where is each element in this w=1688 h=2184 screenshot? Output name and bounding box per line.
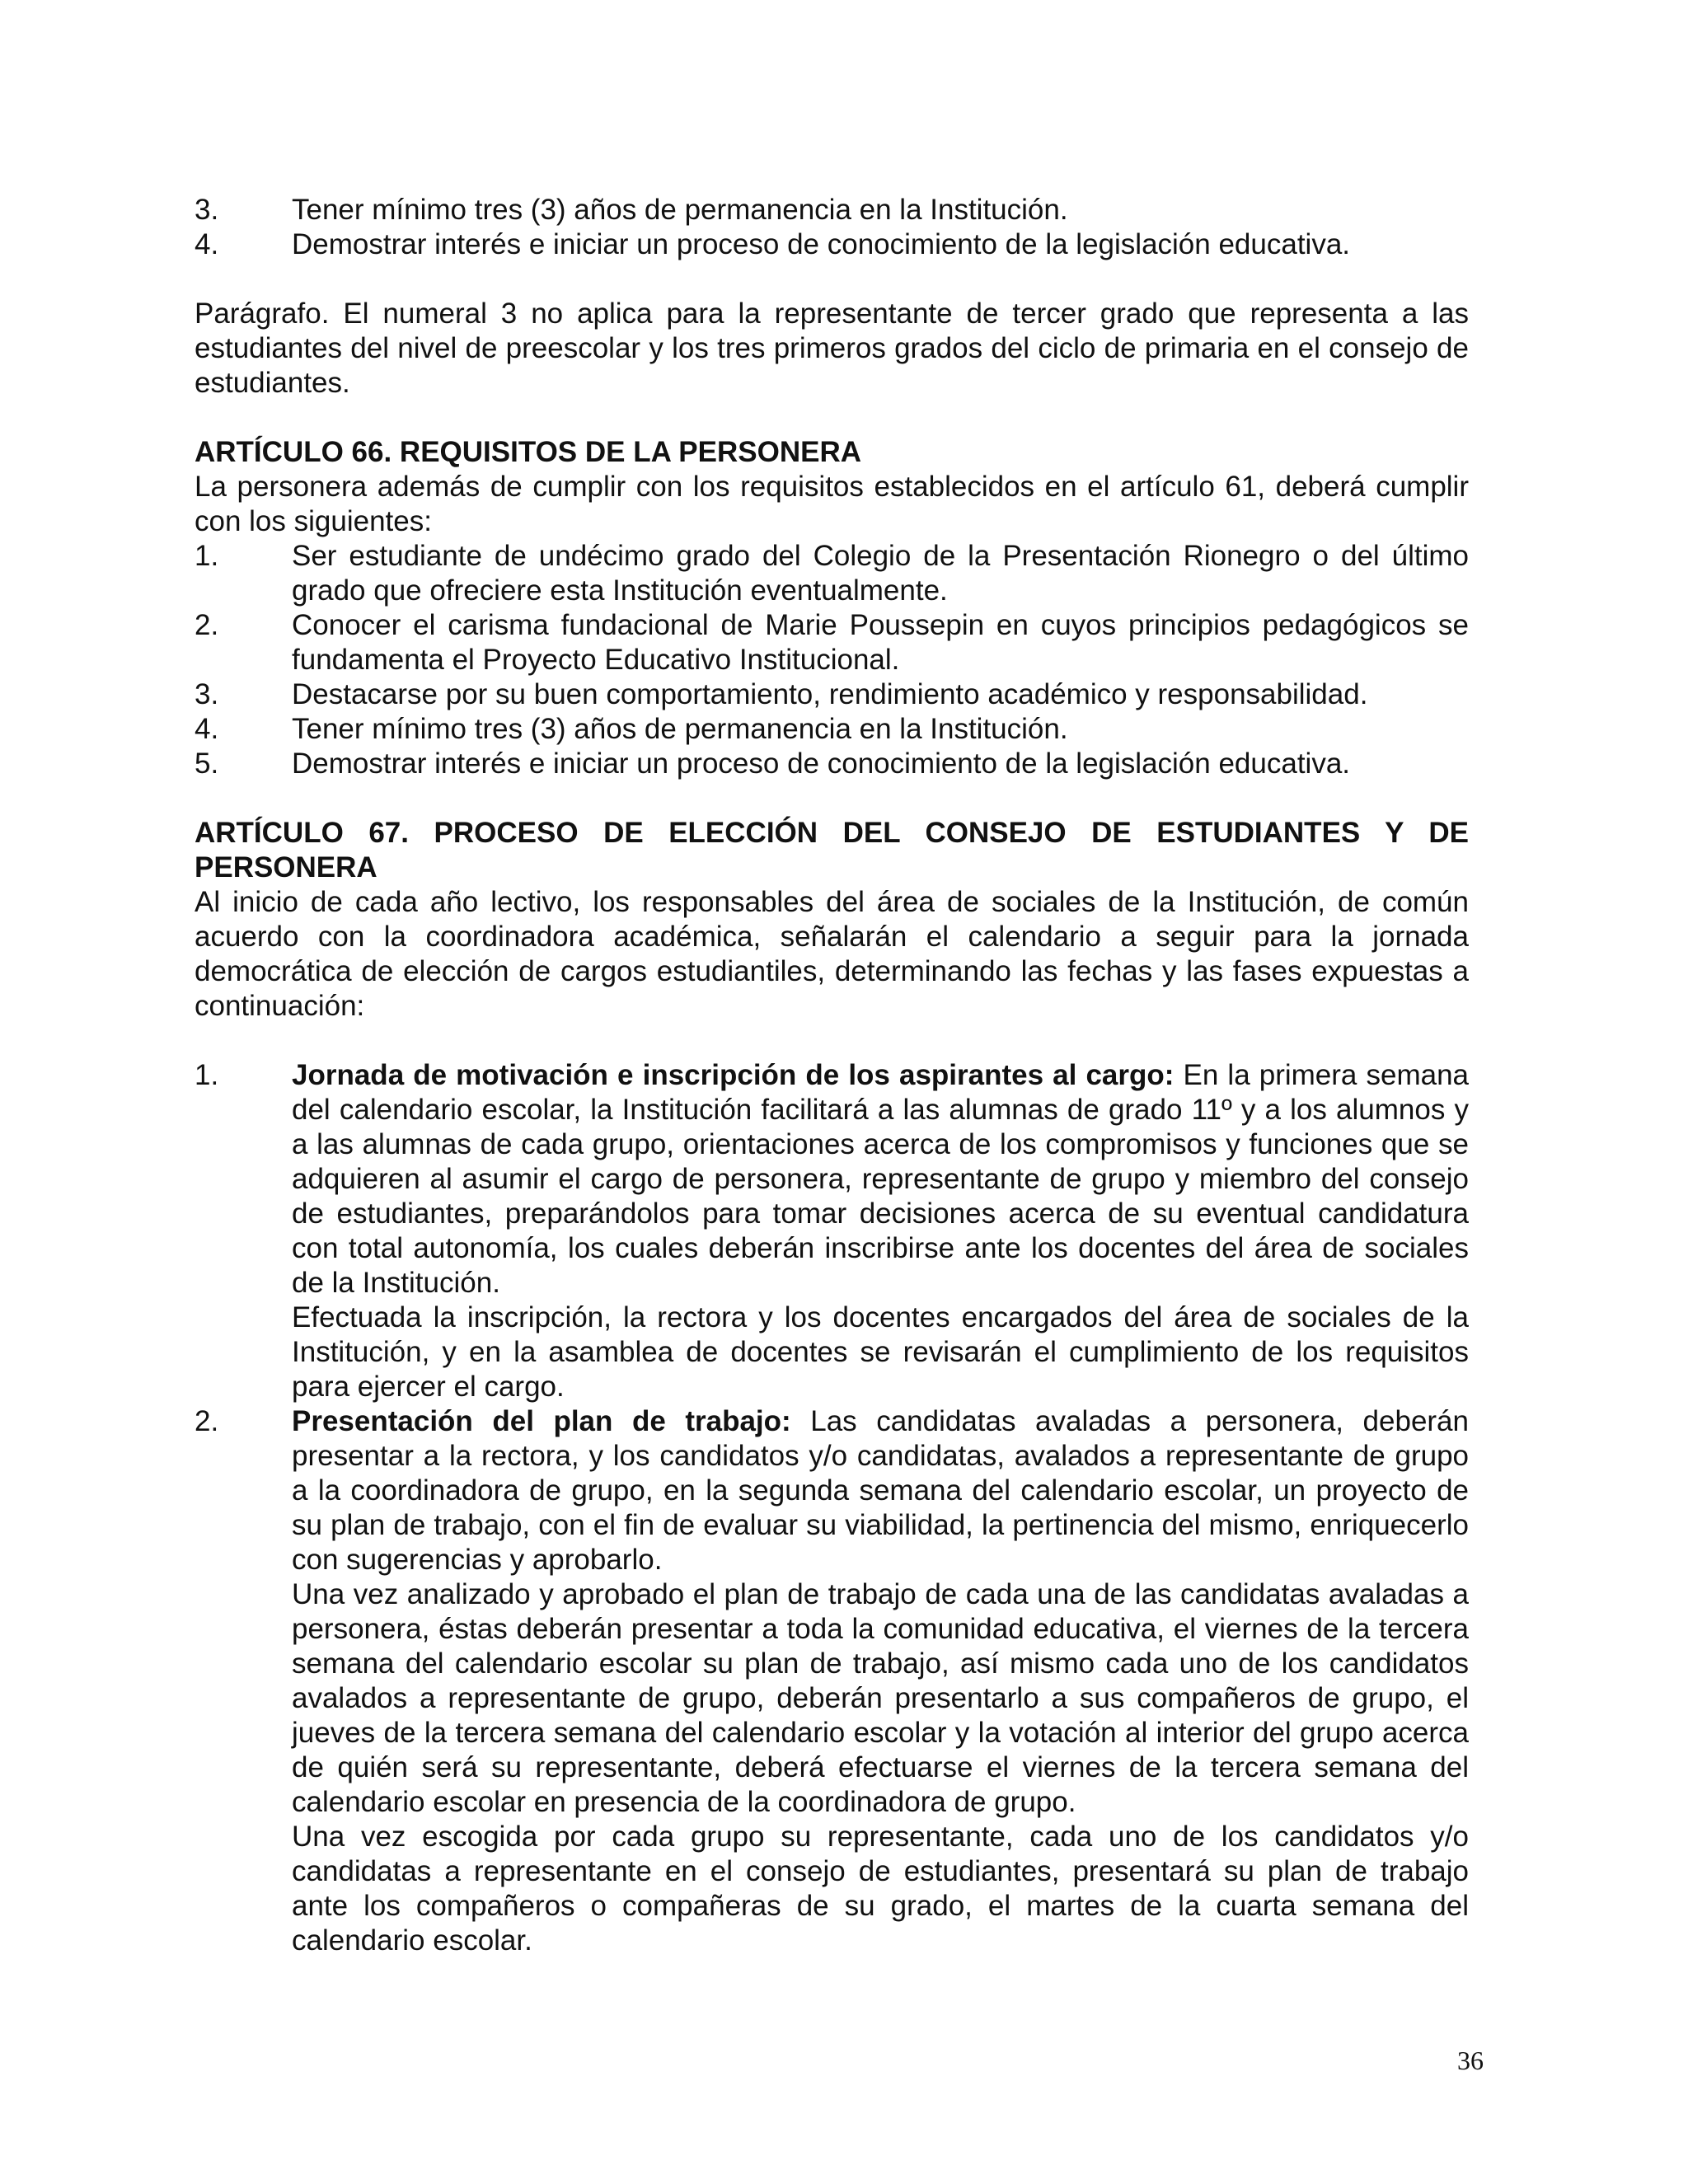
phase-2-continuation-2: Una vez escogida por cada grupo su representante, cada uno de los candidatos y/o candidatas a representante en el consejo de estudiantes, presentará su plan de trabajo ante los compañeros o compañeras de su grado, el martes de la cuarta semana del calendario escolar. [292, 1821, 1469, 1957]
article-67-intro: Al inicio de cada año lectivo, los responsables del área de sociales de la Institución, de común acuerdo con la coordinadora académica, señalarán el calendario a seguir para la jornada democrática de elección de cargos estudiantiles, determinando las fechas y las fases expuestas a continuación: [195, 886, 1469, 1022]
list-item-number: 3. [195, 194, 219, 226]
list-item-number: 4. [195, 713, 219, 745]
list-item-number: 4. [195, 228, 219, 260]
list-item [195, 608, 1469, 677]
list-item [195, 193, 1469, 227]
phase-2-text: Las candidatas avaladas a personera, deberán presentar a la rectora, y los candidatos y/o candidatas, avalados a representante de grupo a la coordinadora de grupo, en la segunda semana del calendario escolar, un proyecto de su plan de trabajo, con el fin de evaluar su viabilidad, la pertinencia del mismo, enriquecerlo con sugerencias y aprobarlo. [292, 1405, 1469, 1576]
spacer [195, 401, 1469, 435]
list-item [195, 677, 1469, 712]
list-item-text: Ser estudiante de undécimo grado del Colegio de la Presentación Rionegro o del último grado que ofreciere esta Institución eventualmente. [292, 540, 1469, 607]
list-item-number: 2. [195, 1405, 219, 1437]
list-item-number: 1. [195, 1059, 219, 1091]
list-item-number: 3. [195, 678, 219, 710]
article-67-heading: ARTÍCULO 67. PROCESO DE ELECCIÓN DEL CONSEJO DE ESTUDIANTES Y DE PERSONERA [195, 817, 1469, 883]
list-item-number: 1. [195, 540, 219, 572]
list-item-text: Demostrar interés e iniciar un proceso de conocimiento de la legislación educativa. [292, 228, 1351, 260]
spacer [195, 781, 1469, 816]
list-item-text: Demostrar interés e iniciar un proceso de conocimiento de la legislación educativa. [292, 748, 1351, 780]
phase-2-item [195, 1404, 1469, 1958]
list-item [195, 712, 1469, 747]
article-66-heading: ARTÍCULO 66. REQUISITOS DE LA PERSONERA [195, 436, 861, 468]
list-item-text: Tener mínimo tres (3) años de permanencia en la Institución. [292, 713, 1068, 745]
phase-2-continuation-1: Una vez analizado y aprobado el plan de trabajo de cada una de las candidatas avaladas a personera, éstas deberán presentar a toda la comunidad educativa, el viernes de la tercera semana del calendario escolar su plan de trabajo, así mismo cada uno de los candidatos avalados a representante de grupo, deberán presentarlo a sus compañeros de grupo, el jueves de la tercera semana del calendario escolar y la votación al interior del grupo acerca de quién será su representante, deberá efectuarse el viernes de la tercera semana del calendario escolar en presencia de la coordinadora de grupo. [292, 1578, 1469, 1818]
page-content [195, 193, 1469, 1958]
paragrafo-paragraph: Parágrafo. El numeral 3 no aplica para la representante de tercer grado que representa a las estudiantes del nivel de preescolar y los tres primeros grados del ciclo de primaria en el consejo de estudiantes. [195, 298, 1469, 399]
spacer [195, 262, 1469, 297]
list-item-text: Destacarse por su buen comportamiento, rendimiento académico y responsabilidad. [292, 678, 1368, 710]
list-item [195, 539, 1469, 608]
list-item-number: 2. [195, 609, 219, 641]
phase-2-title: Presentación del plan de trabajo: [292, 1405, 791, 1437]
spacer [195, 1024, 1469, 1058]
phase-1-title: Jornada de motivación e inscripción de los aspirantes al cargo: [292, 1059, 1175, 1091]
article-66-intro: La personera además de cumplir con los requisitos establecidos en el artículo 61, deberá cumplir con los siguientes: [195, 471, 1469, 537]
list-item-number: 5. [195, 748, 219, 780]
list-item-text: Conocer el carisma fundacional de Marie Poussepin en cuyos principios pedagógicos se fundamenta el Proyecto Educativo Institucional. [292, 609, 1469, 676]
list-item [195, 227, 1469, 262]
phase-1-text: En la primera semana del calendario escolar, la Institución facilitará a las alumnas de grado 11º y a los alumnos y a las alumnas de cada grupo, orientaciones acerca de los compromisos y funciones que se adquieren al asumir el cargo de personera, representante de grupo y miembro del consejo de estudiantes, preparándolos para tomar decisiones acerca de su eventual candidatura con total autonomía, los cuales deberán inscribirse ante los docentes del área de sociales de la Institución. [292, 1059, 1469, 1299]
phase-1-continuation: Efectuada la inscripción, la rectora y los docentes encargados del área de sociales de la Institución, y en la asamblea de docentes se revisarán el cumplimiento de los requisitos para ejercer el cargo. [292, 1301, 1469, 1403]
phase-1-item [195, 1058, 1469, 1404]
page-number: 36 [1457, 2046, 1484, 2075]
list-item-text: Tener mínimo tres (3) años de permanencia en la Institución. [292, 194, 1068, 226]
list-item [195, 747, 1469, 781]
